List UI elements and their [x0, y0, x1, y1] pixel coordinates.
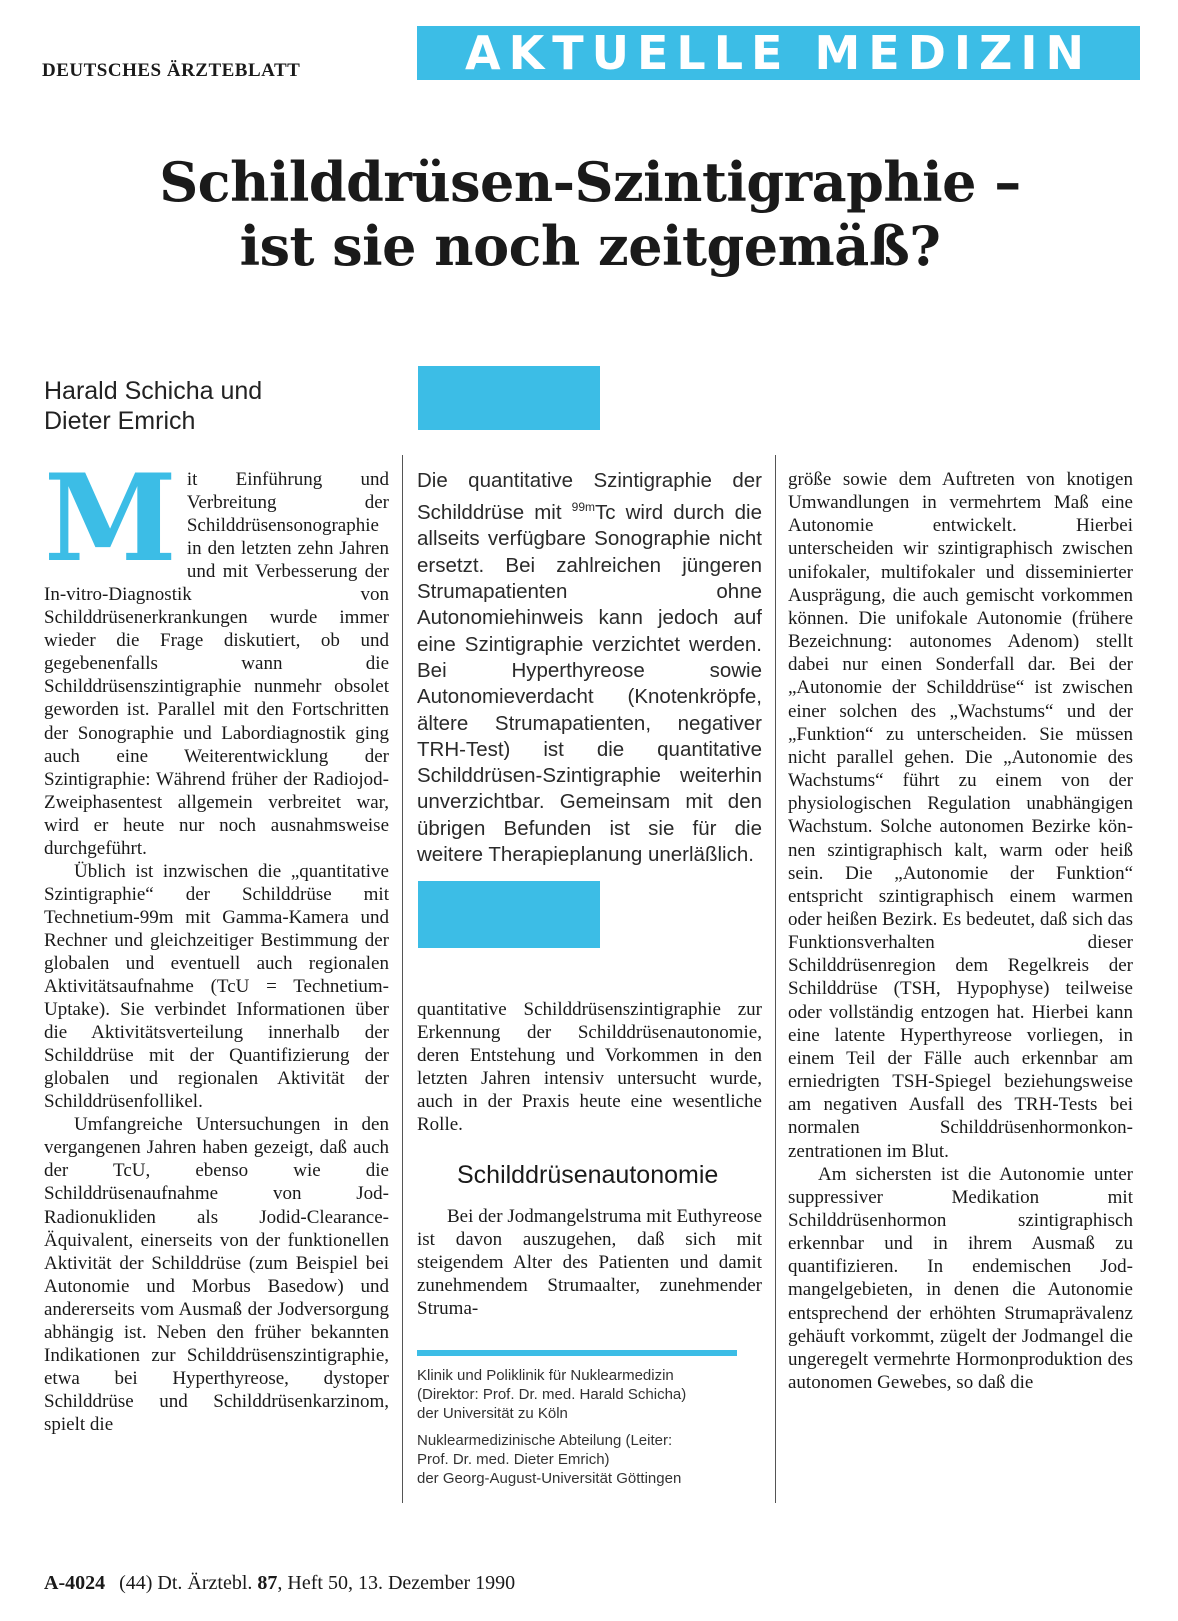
- authors: [44, 376, 262, 436]
- footer-citation-end: , Heft 50, 13. Dezember 1990: [277, 1572, 516, 1594]
- col1-paragraph-1: it Einführung und Verbreitung der Schilddrüsensonographie in den letzten zehn Jahren und mit Verbesserung der In-vitro-Diagnostik von Schilddrüsenerkrankungen wurde immer wieder die Frage diskutiert, ob und gegebenenfalls wann die Schilddrüsenszintigraphie nunmehr obsolet geworden ist. Parallel mit den Fortschritten der Sonographie und Labordiagnostik ging auch eine Weiterentwicklung der Szintigraphie: Während früher der Radiojod-Zweiphasentest allgemein verbreitet war, wird er heute nur noch ausnahmsweise durchgeführt.: [44, 469, 389, 859]
- publication-name: DEUTSCHES ÄRZTEBLATT: [42, 60, 301, 81]
- col3-paragraph-1: größe sowie dem Auftreten von knotigen Umwandlungen in vermehrtem Maß eine Autonomie entwickelt. Hierbei unterscheiden wir szintigraphisch zwischen unifokaler, multifokaler und disseminierter Ausprägung, die auch gemischt vorkommen können. Die unifokale Autonomie (frühere Bezeichnung: autonomes Adenom) stellt dabei nur einen Sonderfall dar. Bei der „Autonomie der Schilddrüse“ ist zwischen einer solchen des „Wachstums“ und der „Funktion“ zu unterscheiden. Sie müssen nicht parallel gehen. Die „Autonomie des Wachstums“ führt zu einem von der physiologischen Regulation unabhängigen Wachstum. Solche autonomen Bezirke können szintigraphisch kalt, warm oder heiß sein. Die „Autonomie der Funktion“ entspricht szintigraphisch einem warmen oder heißen Bezirk. Es bedeutet, daß sich das Funktionsverhalten dieser Schilddrüsenregion dem Regelkreis der Schilddrüse (TSH, Hypophyse) teilweise oder vollständig entzogen hat. Hierbei kann eine latente Hyperthyreose vorliegen, in einem Teil der Fälle auch erkennbar am erniedrigten TSH-Spiegel beziehungsweise am negativen Ausfall des TRH-Tests bei normalen Schilddrüsenhormonkonzentrationen im Blut.: [788, 469, 1133, 1162]
- author-line-2: Dieter Emrich: [44, 407, 196, 435]
- drop-cap: M: [44, 448, 177, 589]
- summary-text-part-1: Die quantitative Szintigraphie der Schilddrüse mit: [417, 469, 762, 525]
- column-3: [788, 468, 1133, 1394]
- summary-text-part-2: Tc wird durch die allseits verfügbare Sonographie nicht ersetzt. Bei zahlreichen jüngeren Strumapatienten ohne Autonomiehinweis kann jedoch auf eine Szintigraphie verzichtet werden. Bei Hyperthyreose sowie Autonomieverdacht (Knotenkröpfe, ältere Strumapatienten, negativer TRH-Test) ist die quantitative Schilddrüsen-Szintigraphie weiterhin unverzichtbar. Gemeinsam mit den übrigen Befunden ist sie für die weitere Therapieplanung unerläßlich.: [417, 501, 762, 866]
- col3-paragraph-2: Am sichersten ist die Autonomie unter suppressiver Medikation mit Schilddrüsenhormon szintigraphisch erkennbar und in ihrem Ausmaß zu quantifizieren. In endemischen Jodmangelgebieten, in denen die Autonomie entsprechend der erhöhten Strumaprävalenz gehäuft vorkommt, zügelt der Jodmangel die ungeregelt vermehrte Hormonproduktion des autonomen Gewebes, so daß die: [788, 1163, 1133, 1394]
- title-line-2: ist sie noch zeitgemäß?: [239, 214, 941, 278]
- column-rule-right: [775, 455, 776, 1503]
- column-rule-left: [402, 455, 403, 1503]
- column-1: [44, 448, 389, 1436]
- page-footer: [44, 1572, 515, 1595]
- footer-citation-start: (44) Dt. Ärztebl.: [119, 1572, 258, 1594]
- col1-paragraph-2: Üblich ist inzwischen die „quantitative Szintigraphie“ der Schilddrüse mit Technetium-99m mit Gamma-Kamera und Rechner und gleichzeitiger Bestimmung der globalen und eventuell auch regionalen Aktivitätsaufnahme (TcU = Technetium-Uptake). Sie verbindet Informationen über die Aktivitätsverteilung innerhalb der Schilddrüse mit der Quantifizierung der globalen und regionalen Aktivität der Schilddrüsenfollikel.: [44, 860, 389, 1113]
- title-line-1: Schilddrüsen-Szintigraphie –: [159, 150, 1021, 214]
- footnote-1-line-1: Klinik und Poliklinik für Nuklearmedizin: [417, 1367, 674, 1384]
- summary-superscript: 99m: [571, 500, 595, 515]
- footnote-2-line-3: der Georg-August-Universität Göttingen: [417, 1470, 682, 1487]
- footnote-2: [417, 1431, 747, 1488]
- footnote-1: [417, 1366, 747, 1423]
- footer-volume: 87: [257, 1572, 278, 1594]
- footnote-2-line-1: Nuklearmedizinische Abteilung (Leiter:: [417, 1432, 673, 1449]
- footnote-divider: [417, 1350, 737, 1356]
- affiliation-footnotes: [417, 1366, 747, 1488]
- column-2: [417, 998, 762, 1320]
- section-heading: Schilddrüsenautonomie: [457, 1161, 719, 1189]
- col2-paragraph-2: Bei der Jodmangelstruma mit Euthyreose ist davon auszugehen, daß sich mit steigendem Alter des Patienten und damit zunehmendem Strumaalter, zunehmender Struma-: [417, 1206, 762, 1319]
- author-line-1: Harald Schicha und: [44, 377, 263, 405]
- summary-box: [417, 468, 762, 868]
- page-number: A-4024: [44, 1572, 106, 1594]
- article-title: [40, 150, 1140, 278]
- col1-paragraph-3: Umfangreiche Untersuchungen in den vergangenen Jahren haben gezeigt, daß auch der TcU, ebenso wie die Schilddrüsenaufnahme von Jod-Radionukliden als Jodid-Clearance-Äquivalent, einerseits von der funktionellen Aktivität der Schilddrüse (zum Beispiel bei Autonomie und Morbus Basedow) und andererseits vom Ausmaß der Jodversorgung abhängig ist. Neben den früher bekannten Indikationen zur Schilddrüsenszintigraphie, etwa bei Hyperthyreose, dystoper Schilddrüse und Schilddrüsenkarzinom, spielt die: [44, 1114, 389, 1435]
- footnote-1-line-2: (Direktor: Prof. Dr. med. Harald Schicha): [417, 1386, 687, 1403]
- footnote-2-line-2: Prof. Dr. med. Dieter Emrich): [417, 1451, 610, 1468]
- decorative-blue-box-middle: [418, 881, 600, 948]
- col2-paragraph-1: quantitative Schilddrüsenszintigraphie zur Erkennung der Schilddrüsenautonomie, deren Entstehung und Vorkommen in den letzten Jahren intensiv untersucht wurde, auch in der Praxis heute eine wesentliche Rolle.: [417, 999, 762, 1135]
- summary-text: [417, 468, 762, 868]
- section-banner: AKTUELLE MEDIZIN: [417, 26, 1140, 80]
- decorative-blue-box-top: [418, 366, 600, 430]
- footnote-1-line-3: der Universität zu Köln: [417, 1405, 568, 1422]
